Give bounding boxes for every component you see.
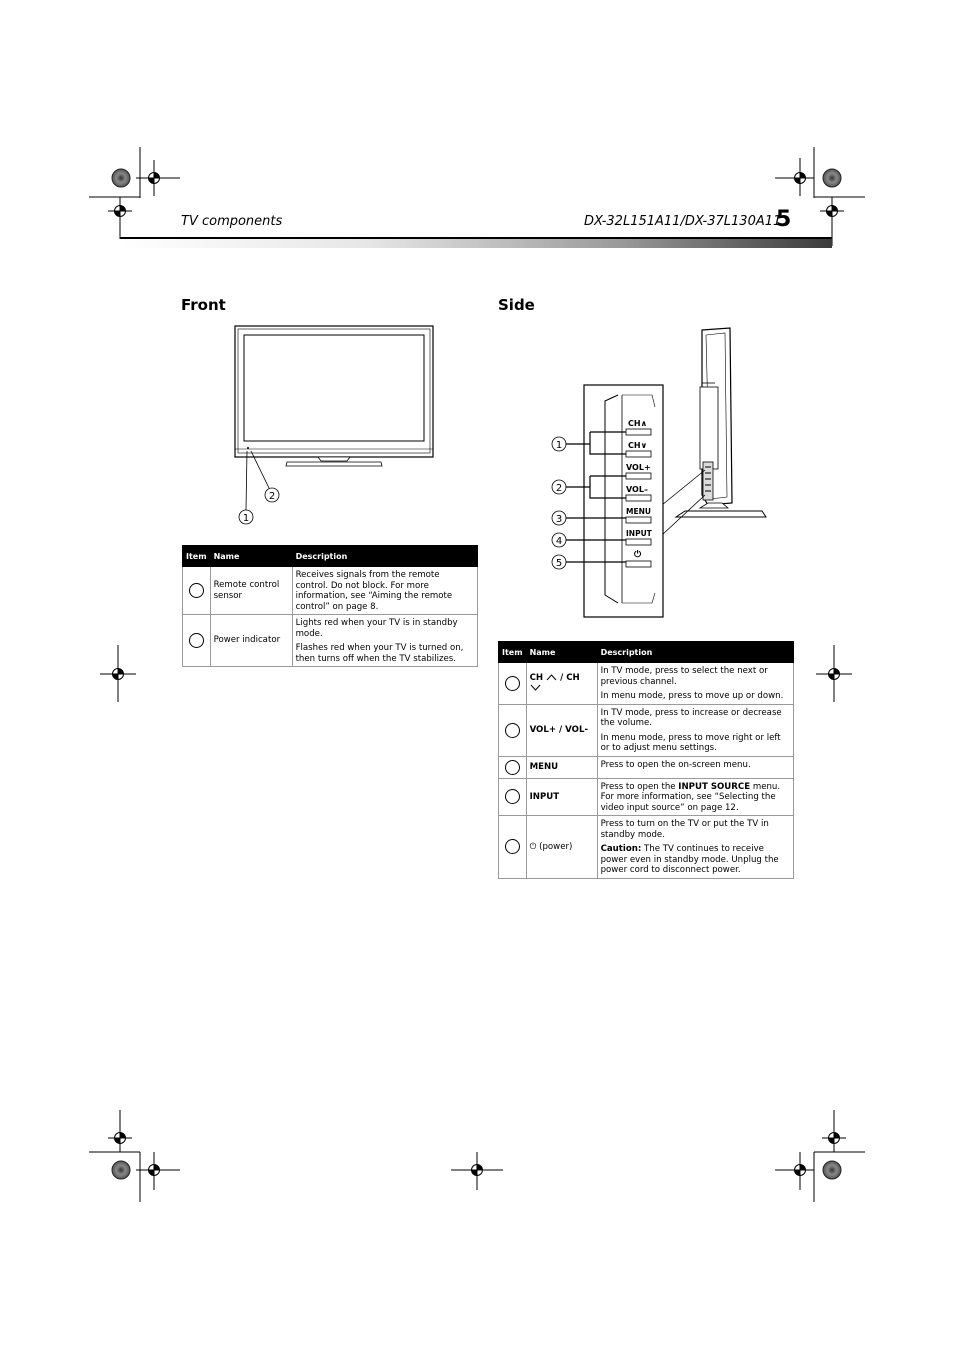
side-button-label: MENU: [626, 507, 651, 516]
side-button-label: CH∨: [628, 441, 648, 450]
front-heading: Front: [181, 296, 226, 314]
col-header-name: Name: [526, 642, 597, 663]
item-marker-icon: [505, 676, 520, 691]
item-cell: [499, 816, 527, 879]
running-header-model: DX-32L151A11/DX-37L130A11: [584, 214, 782, 229]
side-callout-4: [552, 533, 566, 547]
table-row: [499, 704, 794, 756]
name-cell: Power indicator: [210, 615, 292, 667]
item-marker-icon: [505, 723, 520, 738]
svg-text:4: 4: [555, 536, 563, 547]
description-cell: Press to open the on-screen menu.: [597, 756, 793, 778]
description-cell: Receives signals from the remote control. Do not block. For more information, see “Aiming the remote control” on page 8.: [292, 567, 477, 615]
item-cell: [499, 663, 527, 705]
table-row: [499, 756, 794, 778]
side-heading: Side: [498, 296, 535, 314]
col-header-item: Item: [183, 546, 211, 567]
front-components-table: [182, 545, 478, 667]
item-marker-icon: [505, 839, 520, 854]
item-marker-icon: [189, 633, 204, 648]
registration-mark-icon: [108, 199, 132, 223]
name-cell: ⏻ (power): [526, 816, 597, 879]
table-row: [499, 816, 794, 879]
item-cell: [183, 567, 211, 615]
table-row: [499, 663, 794, 705]
name-cell: CH / CH: [526, 663, 597, 705]
description-cell: In TV mode, press to increase or decrease the volume. In menu mode, press to move right or left or to adjust menu settings.: [597, 704, 793, 756]
side-button-label: VOL+: [626, 463, 651, 472]
description-cell: Press to open the INPUT SOURCE menu. For more information, see “Selecting the video input source” on page 12.: [597, 778, 793, 816]
svg-text:2: 2: [555, 483, 563, 494]
svg-text:3: 3: [555, 514, 563, 525]
chevron-up-icon: [546, 673, 557, 681]
side-callout-1: [552, 437, 566, 451]
description-cell: Lights red when your TV is in standby mode. Flashes red when your TV is turned on, then turns off when the TV stabilizes.: [292, 615, 477, 667]
svg-text:1: 1: [242, 513, 250, 524]
item-marker-icon: [189, 583, 204, 598]
name-cell: VOL+ / VOL-: [526, 704, 597, 756]
front-tv-diagram: [180, 320, 480, 535]
description-cell: In TV mode, press to select the next or previous channel. In menu mode, press to move up or down.: [597, 663, 793, 705]
table-row: [183, 615, 478, 667]
front-callout-1: [239, 510, 253, 524]
side-tv-diagram: [540, 325, 775, 625]
item-cell: [183, 615, 211, 667]
table-row: [183, 567, 478, 615]
side-callout-3: [552, 511, 566, 525]
registration-mark-icon: [820, 199, 844, 223]
front-callout-2: [265, 488, 279, 502]
page-number: 5: [776, 207, 792, 232]
chevron-down-icon: [530, 684, 541, 692]
col-header-name: Name: [210, 546, 292, 567]
col-header-description: Description: [597, 642, 793, 663]
svg-text:2: 2: [268, 491, 276, 502]
side-callout-2: [552, 480, 566, 494]
svg-text:5: 5: [555, 558, 563, 569]
header-rule: [120, 237, 832, 248]
item-marker-icon: [505, 789, 520, 804]
name-cell: INPUT: [526, 778, 597, 816]
name-cell: Remote control sensor: [210, 567, 292, 615]
item-cell: [499, 756, 527, 778]
table-row: [499, 778, 794, 816]
side-callout-5: [552, 555, 566, 569]
side-button-label: INPUT: [626, 529, 652, 538]
side-button-label: VOL–: [626, 485, 648, 494]
power-icon: ⏻: [634, 550, 642, 560]
item-cell: [499, 778, 527, 816]
col-header-item: Item: [499, 642, 527, 663]
description-cell: Press to turn on the TV or put the TV in standby mode. Caution: The TV continues to receive power even in standby mode. Unplug the power cord to disconnect power.: [597, 816, 793, 879]
item-cell: [499, 704, 527, 756]
side-components-table: [498, 641, 794, 879]
power-icon: ⏻: [529, 841, 537, 852]
item-marker-icon: [505, 760, 520, 775]
running-header-section: TV components: [181, 214, 283, 229]
side-button-label: CH∧: [628, 419, 648, 428]
col-header-description: Description: [292, 546, 477, 567]
name-cell: MENU: [526, 756, 597, 778]
svg-text:1: 1: [555, 440, 563, 451]
